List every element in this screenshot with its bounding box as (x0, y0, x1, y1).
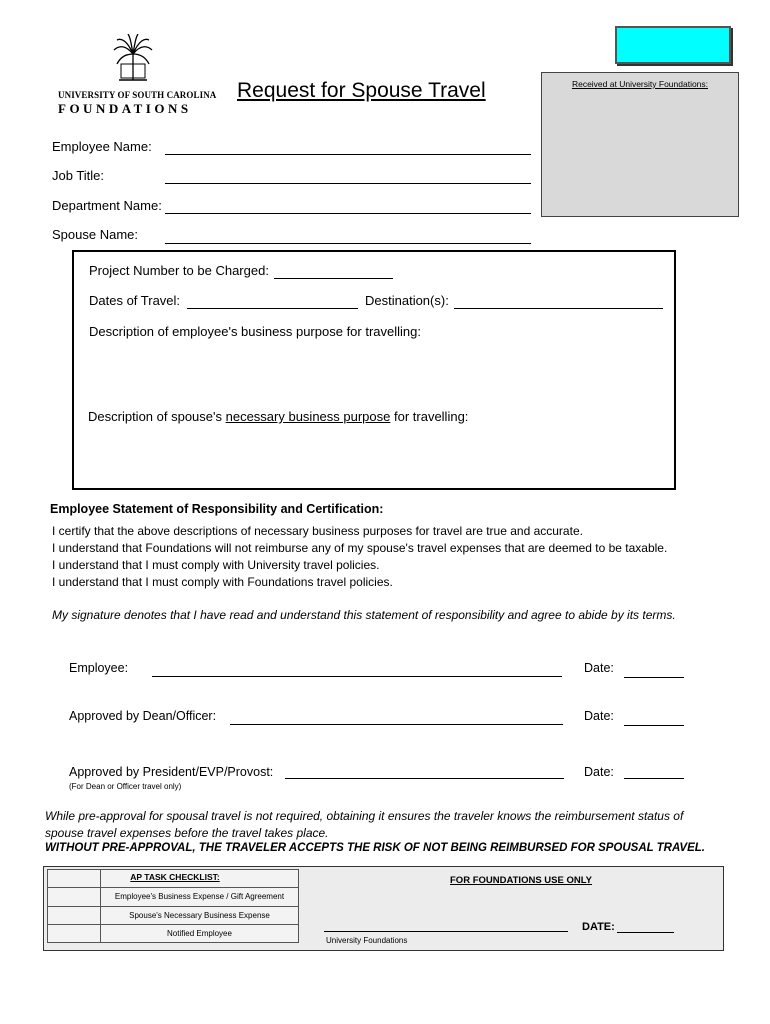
employee-signature-label: Employee: (69, 661, 129, 675)
ap-checklist-title: AP TASK CHECKLIST: (130, 872, 220, 882)
dates-of-travel-label: Dates of Travel: (89, 293, 181, 308)
spouse-purpose-label (88, 409, 468, 424)
preapproval-warning: WITHOUT PRE-APPROVAL, THE TRAVELER ACCEPTS THE RISK OF NOT BEING REIMBURSED FOR SPOUSAL TRAVEL. (45, 842, 705, 854)
foundations-date-field[interactable] (617, 932, 674, 933)
president-signature-label: Approved by President/EVP/Provost: (69, 765, 274, 779)
cyan-field-box[interactable] (615, 26, 731, 64)
spouse-purpose-prefix: Description of spouse's (88, 409, 226, 424)
destinations-label: Destination(s): (365, 293, 449, 308)
travel-details-box (72, 250, 676, 490)
statement-heading: Employee Statement of Responsibility and Certification: (50, 502, 384, 516)
ap-check-cell[interactable] (48, 870, 101, 888)
president-date-label: Date: (584, 765, 614, 779)
project-number-label: Project Number to be Charged: (89, 263, 269, 278)
page-title: Request for Spouse Travel (237, 79, 486, 102)
foundations-signer-label: University Foundations (326, 936, 408, 945)
preapproval-note: While pre-approval for spousal travel is not required, obtaining it ensures the traveler knows the reimbursement status of spouse travel expenses before the travel takes place. (45, 809, 684, 840)
spouse-name-field[interactable] (165, 243, 531, 244)
job-title-field[interactable] (165, 183, 531, 184)
received-label: Received at University Foundations: (571, 79, 709, 89)
ap-check-cell[interactable] (48, 906, 101, 924)
ap-item: Employee's Business Expense / Gift Agreement (101, 888, 299, 906)
employee-date-field[interactable] (624, 677, 684, 678)
logo-university-text: UNIVERSITY OF SOUTH CAROLINA (58, 90, 217, 100)
department-name-field[interactable] (165, 213, 531, 214)
job-title-label: Job Title: (52, 168, 105, 183)
employee-name-field[interactable] (165, 154, 531, 155)
statement-line: I understand that I must comply with University travel policies. (52, 558, 380, 572)
spouse-name-label: Spouse Name: (52, 227, 138, 242)
department-name-label: Department Name: (52, 198, 162, 213)
signature-note: My signature denotes that I have read and understand this statement of responsibility and agree to abide by its terms. (52, 608, 676, 622)
statement-line: I certify that the above descriptions of necessary business purposes for travel are true and accurate. (52, 524, 583, 538)
employee-name-label: Employee Name: (52, 139, 152, 154)
president-note: (For Dean or Officer travel only) (69, 782, 182, 791)
palmetto-tree-icon (113, 34, 153, 84)
foundations-signature-field[interactable] (324, 931, 568, 932)
ap-check-cell[interactable] (48, 888, 101, 906)
dean-signature-label: Approved by Dean/Officer: (69, 709, 217, 723)
statement-line: I understand that I must comply with Foundations travel policies. (52, 575, 393, 589)
foundations-use-title: FOR FOUNDATIONS USE ONLY (450, 875, 592, 886)
spouse-purpose-suffix: for travelling: (390, 409, 469, 424)
statement-line: I understand that Foundations will not reimburse any of my spouse's travel expenses that are deemed to be taxable. (52, 541, 668, 555)
employee-date-label: Date: (584, 661, 614, 675)
destinations-field[interactable] (454, 308, 663, 309)
spouse-purpose-underlined: necessary business purpose (225, 409, 391, 424)
dean-date-label: Date: (584, 709, 614, 723)
project-number-field[interactable] (274, 278, 393, 279)
dates-of-travel-field[interactable] (187, 308, 358, 309)
received-stamp-box (541, 72, 739, 217)
ap-item: Notified Employee (101, 924, 299, 942)
usc-foundations-logo (58, 34, 217, 118)
foundations-date-label: DATE: (582, 921, 615, 933)
employee-signature-field[interactable] (152, 676, 562, 677)
ap-item: Spouse's Necessary Business Expense (101, 906, 299, 924)
president-date-field[interactable] (624, 778, 684, 779)
dean-date-field[interactable] (624, 725, 684, 726)
dean-signature-field[interactable] (230, 724, 563, 725)
logo-foundations-text: FOUNDATIONS (58, 101, 192, 116)
ap-check-cell[interactable] (48, 924, 101, 942)
president-signature-field[interactable] (285, 778, 564, 779)
employee-purpose-label: Description of employee's business purpose for travelling: (89, 324, 421, 339)
